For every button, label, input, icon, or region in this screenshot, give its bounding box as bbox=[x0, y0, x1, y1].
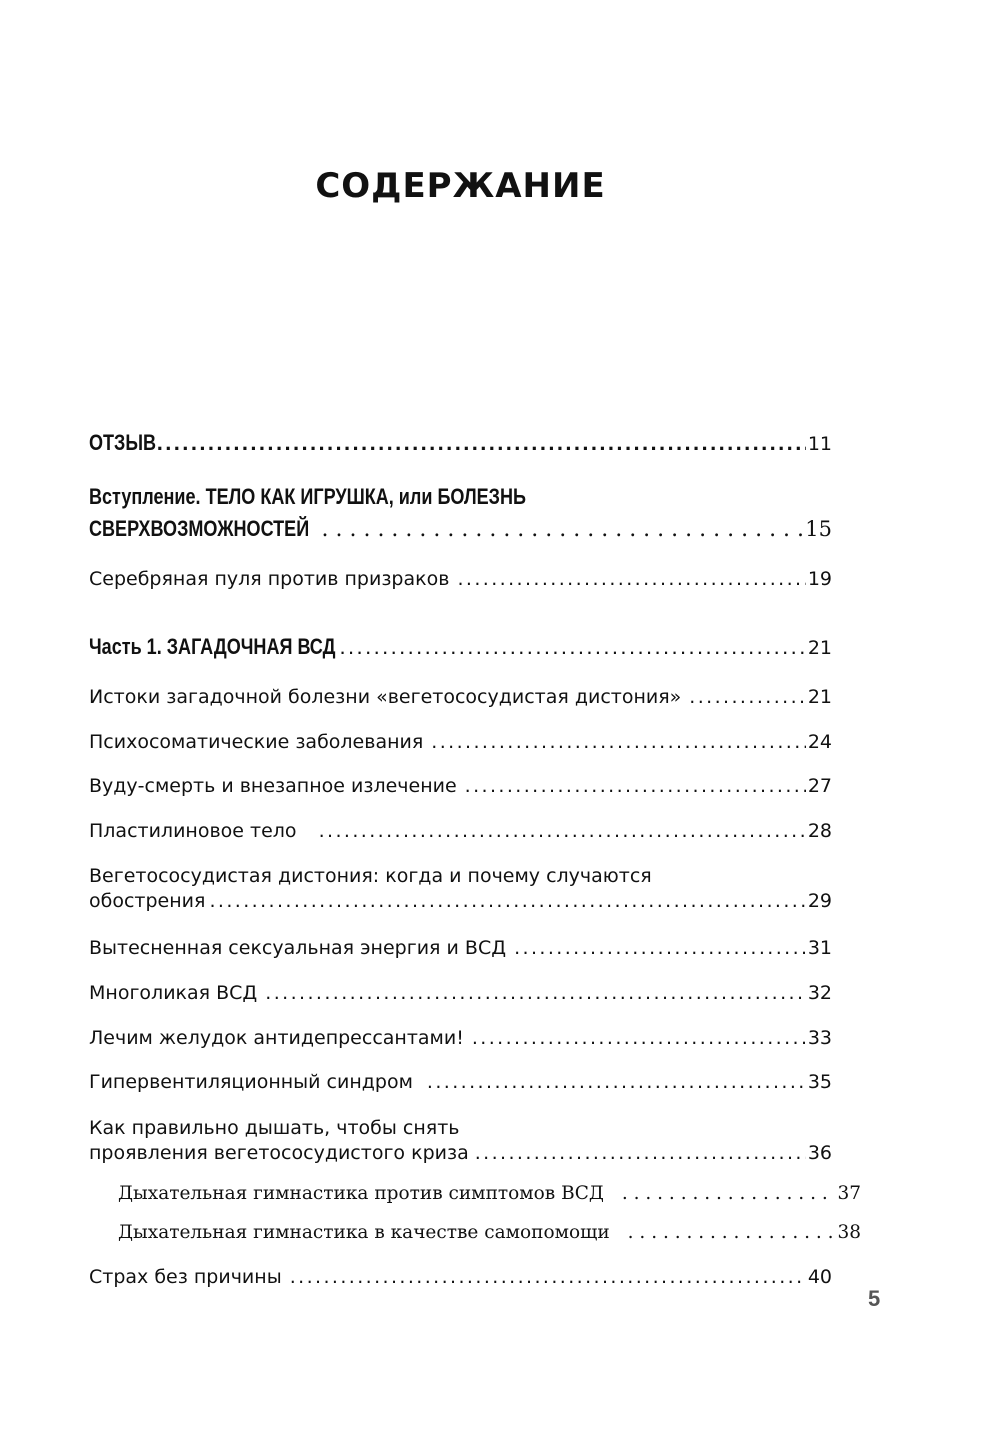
toc-entry-title: Лечим желудок антидепрессантами! bbox=[89, 1027, 464, 1049]
dot-leader bbox=[457, 568, 805, 590]
toc-entry-title-line-2: проявления вегетососудистого криза bbox=[89, 1142, 469, 1164]
dot-leader bbox=[689, 686, 806, 708]
toc-entry-exacerbations[interactable] bbox=[89, 865, 832, 912]
toc-entry-title: ОТЗЫВ bbox=[89, 430, 157, 455]
dot-leader bbox=[340, 634, 806, 660]
dot-leader bbox=[475, 1142, 806, 1164]
toc-entry-title: Вытесненная сексуальная энергия и ВСД bbox=[89, 937, 507, 959]
toc-entry-title-line-1: Вегетососудистая дистония: когда и почему случаются bbox=[89, 865, 652, 887]
toc-entry-title: Вуду-смерть и внезапное излечение bbox=[89, 775, 457, 797]
toc-entry-review[interactable] bbox=[89, 430, 832, 456]
dot-leader bbox=[209, 890, 805, 912]
toc-entry-title-line-2: СВЕРХВОЗМОЖНОСТЕЙ bbox=[89, 516, 310, 541]
dot-leader bbox=[290, 1266, 806, 1288]
dot-leader bbox=[628, 1222, 836, 1243]
toc-entry-title: Часть 1. ЗАГАДОЧНАЯ ВСД bbox=[89, 634, 336, 659]
toc-entry-title: Гипервентиляционный синдром bbox=[89, 1071, 413, 1093]
toc-entry-self-help[interactable] bbox=[89, 1222, 861, 1243]
toc-entry-page: 33 bbox=[807, 1027, 832, 1049]
toc-entry-plasticine-body[interactable] bbox=[89, 820, 832, 842]
toc-entry-voodoo-death[interactable] bbox=[89, 775, 832, 797]
toc-entry-page: 28 bbox=[807, 820, 832, 842]
dot-leader bbox=[514, 937, 806, 959]
page-number: 5 bbox=[868, 1286, 881, 1311]
toc-entry-title-line-1: Вступление. ТЕЛО КАК ИГРУШКА, или БОЛЕЗНЬ bbox=[89, 484, 526, 509]
dot-leader bbox=[427, 1071, 806, 1093]
toc-entry-title: Дыхательная гимнастика против симптомов ВСД bbox=[118, 1183, 604, 1204]
toc-entry-page: 21 bbox=[807, 637, 832, 659]
toc-entry-title: Пластилиновое тело bbox=[89, 820, 297, 842]
toc-entry-many-faced[interactable] bbox=[89, 982, 832, 1004]
toc-entry-page: 35 bbox=[807, 1071, 832, 1093]
toc-entry-page: 11 bbox=[807, 433, 832, 455]
toc-entry-page: 32 bbox=[807, 982, 832, 1004]
toc-entry-title: Психосоматические заболевания bbox=[89, 731, 424, 753]
toc-entry-introduction[interactable] bbox=[89, 484, 832, 542]
toc-entry-page: 36 bbox=[807, 1142, 832, 1164]
toc-entry-page: 40 bbox=[807, 1266, 832, 1288]
dot-leader bbox=[322, 517, 804, 542]
dot-leader bbox=[265, 982, 806, 1004]
toc-entry-breathing-exercises[interactable] bbox=[89, 1183, 861, 1204]
toc-entry-sexual-energy[interactable] bbox=[89, 937, 832, 959]
dot-leader bbox=[465, 775, 806, 797]
toc-entry-page: 38 bbox=[837, 1222, 861, 1243]
toc-entry-title-line-2: обострения bbox=[89, 890, 206, 912]
toc-entry-page: 31 bbox=[807, 937, 832, 959]
toc-entry-title: Страх без причины bbox=[89, 1266, 282, 1288]
toc-entry-page: 21 bbox=[807, 686, 832, 708]
toc-entry-page: 19 bbox=[807, 568, 832, 590]
page-title: СОДЕРЖАНИЕ bbox=[315, 166, 606, 206]
toc-entry-psychosomatic[interactable] bbox=[89, 731, 832, 753]
toc-entry-title: Истоки загадочной болезни «вегетососудистая дистония» bbox=[89, 686, 682, 708]
toc-entry-title-line-1: Как правильно дышать, чтобы снять bbox=[89, 1117, 460, 1139]
toc-entry-title: Дыхательная гимнастика в качестве самопомощи bbox=[118, 1222, 610, 1243]
toc-entry-page: 29 bbox=[807, 890, 832, 912]
dot-leader bbox=[319, 820, 806, 842]
toc-entry-page: 15 bbox=[805, 517, 832, 541]
toc-entry-title: Серебряная пуля против призраков bbox=[89, 568, 450, 590]
dot-leader bbox=[157, 430, 806, 456]
toc-entry-fear[interactable] bbox=[89, 1266, 832, 1288]
toc-entry-stomach[interactable] bbox=[89, 1027, 832, 1049]
dot-leader bbox=[431, 731, 806, 753]
dot-leader bbox=[472, 1027, 806, 1049]
toc-entry-origins[interactable] bbox=[89, 686, 832, 708]
toc-entry-page: 24 bbox=[807, 731, 832, 753]
toc-entry-part-1[interactable] bbox=[89, 634, 832, 660]
toc-entry-page: 37 bbox=[837, 1183, 861, 1204]
toc-entry-page: 27 bbox=[807, 775, 832, 797]
toc-entry-hyperventilation[interactable] bbox=[89, 1071, 832, 1093]
toc-entry-silver-bullet[interactable] bbox=[89, 568, 832, 590]
dot-leader bbox=[622, 1183, 836, 1204]
toc-entry-breathing[interactable] bbox=[89, 1117, 832, 1164]
toc-entry-title: Многоликая ВСД bbox=[89, 982, 258, 1004]
